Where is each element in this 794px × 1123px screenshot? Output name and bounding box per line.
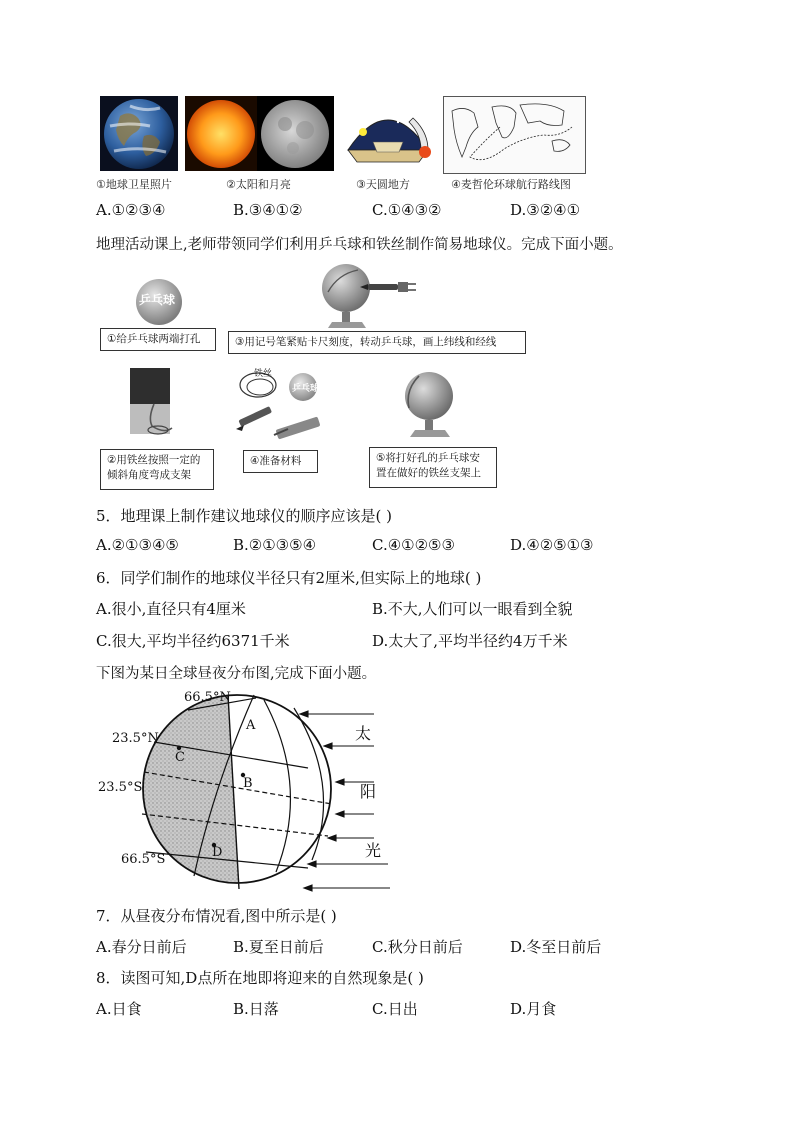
lat-label-23s: 23.5°S <box>98 780 143 795</box>
moon-photo <box>257 96 334 171</box>
globe-drawing-image <box>310 262 420 332</box>
q5-stem: 5．地理课上制作建议地球仪的顺序应该是( ) <box>96 507 393 525</box>
wire-label: 铁丝 <box>254 369 273 379</box>
assembled-globe-image <box>395 370 465 440</box>
ping-pong-label: 乒乓球 <box>139 293 176 307</box>
q6-option-b[interactable]: B.不大,人们可以一眼看到全貌 <box>372 600 573 618</box>
q7-option-c[interactable]: C.秋分日前后 <box>372 938 463 956</box>
q8-option-a[interactable]: A.日食 <box>96 1000 142 1018</box>
materials-image <box>228 365 328 445</box>
q7-option-d[interactable]: D.冬至日前后 <box>510 938 602 956</box>
q4-option-c[interactable]: C.①④③② <box>372 201 442 219</box>
caption-sun-moon: ②太阳和月亮 <box>226 178 291 191</box>
lat-label-23n: 23.5°N <box>112 731 159 746</box>
magellan-route-map <box>443 96 586 174</box>
q8-option-c[interactable]: C.日出 <box>372 1000 418 1018</box>
q5-option-a[interactable]: A.②①③④⑤ <box>96 536 179 554</box>
intro-day-night: 下图为某日全球昼夜分布图,完成下面小题。 <box>96 666 377 682</box>
intro-globe-activity: 地理活动课上,老师带领同学们利用乒乓球和铁丝制作简易地球仪。完成下面小题。 <box>96 237 623 253</box>
wire-bending-image <box>130 368 175 440</box>
q8-option-b[interactable]: B.日落 <box>233 1000 279 1018</box>
q7-option-a[interactable]: A.春分日前后 <box>96 938 187 956</box>
caption-earth-photo: ①地球卫星照片 <box>96 178 172 191</box>
q6-option-a[interactable]: A.很小,直径只有4厘米 <box>96 600 246 618</box>
sunlight-char-2: 阳 <box>360 782 377 801</box>
q8-option-d[interactable]: D.月食 <box>510 1000 557 1018</box>
q4-option-b[interactable]: B.③④①② <box>233 201 303 219</box>
caption-round-heaven: ③天圆地方 <box>356 178 410 191</box>
q4-option-a[interactable]: A.①②③④ <box>96 201 166 219</box>
sun-photo <box>185 96 257 171</box>
lat-label-66s: 66.5°S <box>121 852 166 867</box>
step-1-box: ①给乒乓球两端打孔 <box>100 328 216 351</box>
round-heaven-square-earth-illustration <box>343 100 433 170</box>
q4-option-d[interactable]: D.③②④① <box>510 201 581 219</box>
point-a-label: A <box>246 718 256 733</box>
point-c-label: C <box>175 750 185 765</box>
step-3-box: ③用记号笔紧贴卡尺刻度，转动乒乓球，画上纬线和经线 <box>228 331 526 354</box>
sunlight-char-1: 太 <box>355 724 372 743</box>
step-5-box: ⑤将打好孔的乒乓球安置在做好的铁丝支架上 <box>369 447 497 488</box>
q6-stem: 6．同学们制作的地球仪半径只有2厘米,但实际上的地球( ) <box>96 569 482 587</box>
q6-option-c[interactable]: C.很大,平均半径约6371千米 <box>96 632 290 650</box>
lat-label-66n: 66.5°N <box>184 690 231 705</box>
q7-stem: 7．从昼夜分布情况看,图中所示是( ) <box>96 907 337 925</box>
q7-option-b[interactable]: B.夏至日前后 <box>233 938 324 956</box>
caption-magellan: ④麦哲伦环球航行路线图 <box>451 178 571 191</box>
q8-stem: 8．读图可知,D点所在地即将迎来的自然现象是( ) <box>96 969 424 987</box>
step-4-box: ④准备材料 <box>243 450 318 473</box>
point-d-label: D <box>212 845 223 860</box>
point-b-label: B <box>243 776 253 791</box>
ping-pong-label-small: 乒乓球 <box>292 384 320 394</box>
q5-option-c[interactable]: C.④①②⑤③ <box>372 536 455 554</box>
q5-option-b[interactable]: B.②①③⑤④ <box>233 536 317 554</box>
earth-satellite-photo <box>100 96 178 171</box>
step-2-box: ②用铁丝按照一定的倾斜角度弯成支架 <box>100 449 214 490</box>
q5-option-d[interactable]: D.④②⑤①③ <box>510 536 594 554</box>
q6-option-d[interactable]: D.太大了,平均半径约4万千米 <box>372 632 568 650</box>
sunlight-char-3: 光 <box>365 841 382 860</box>
